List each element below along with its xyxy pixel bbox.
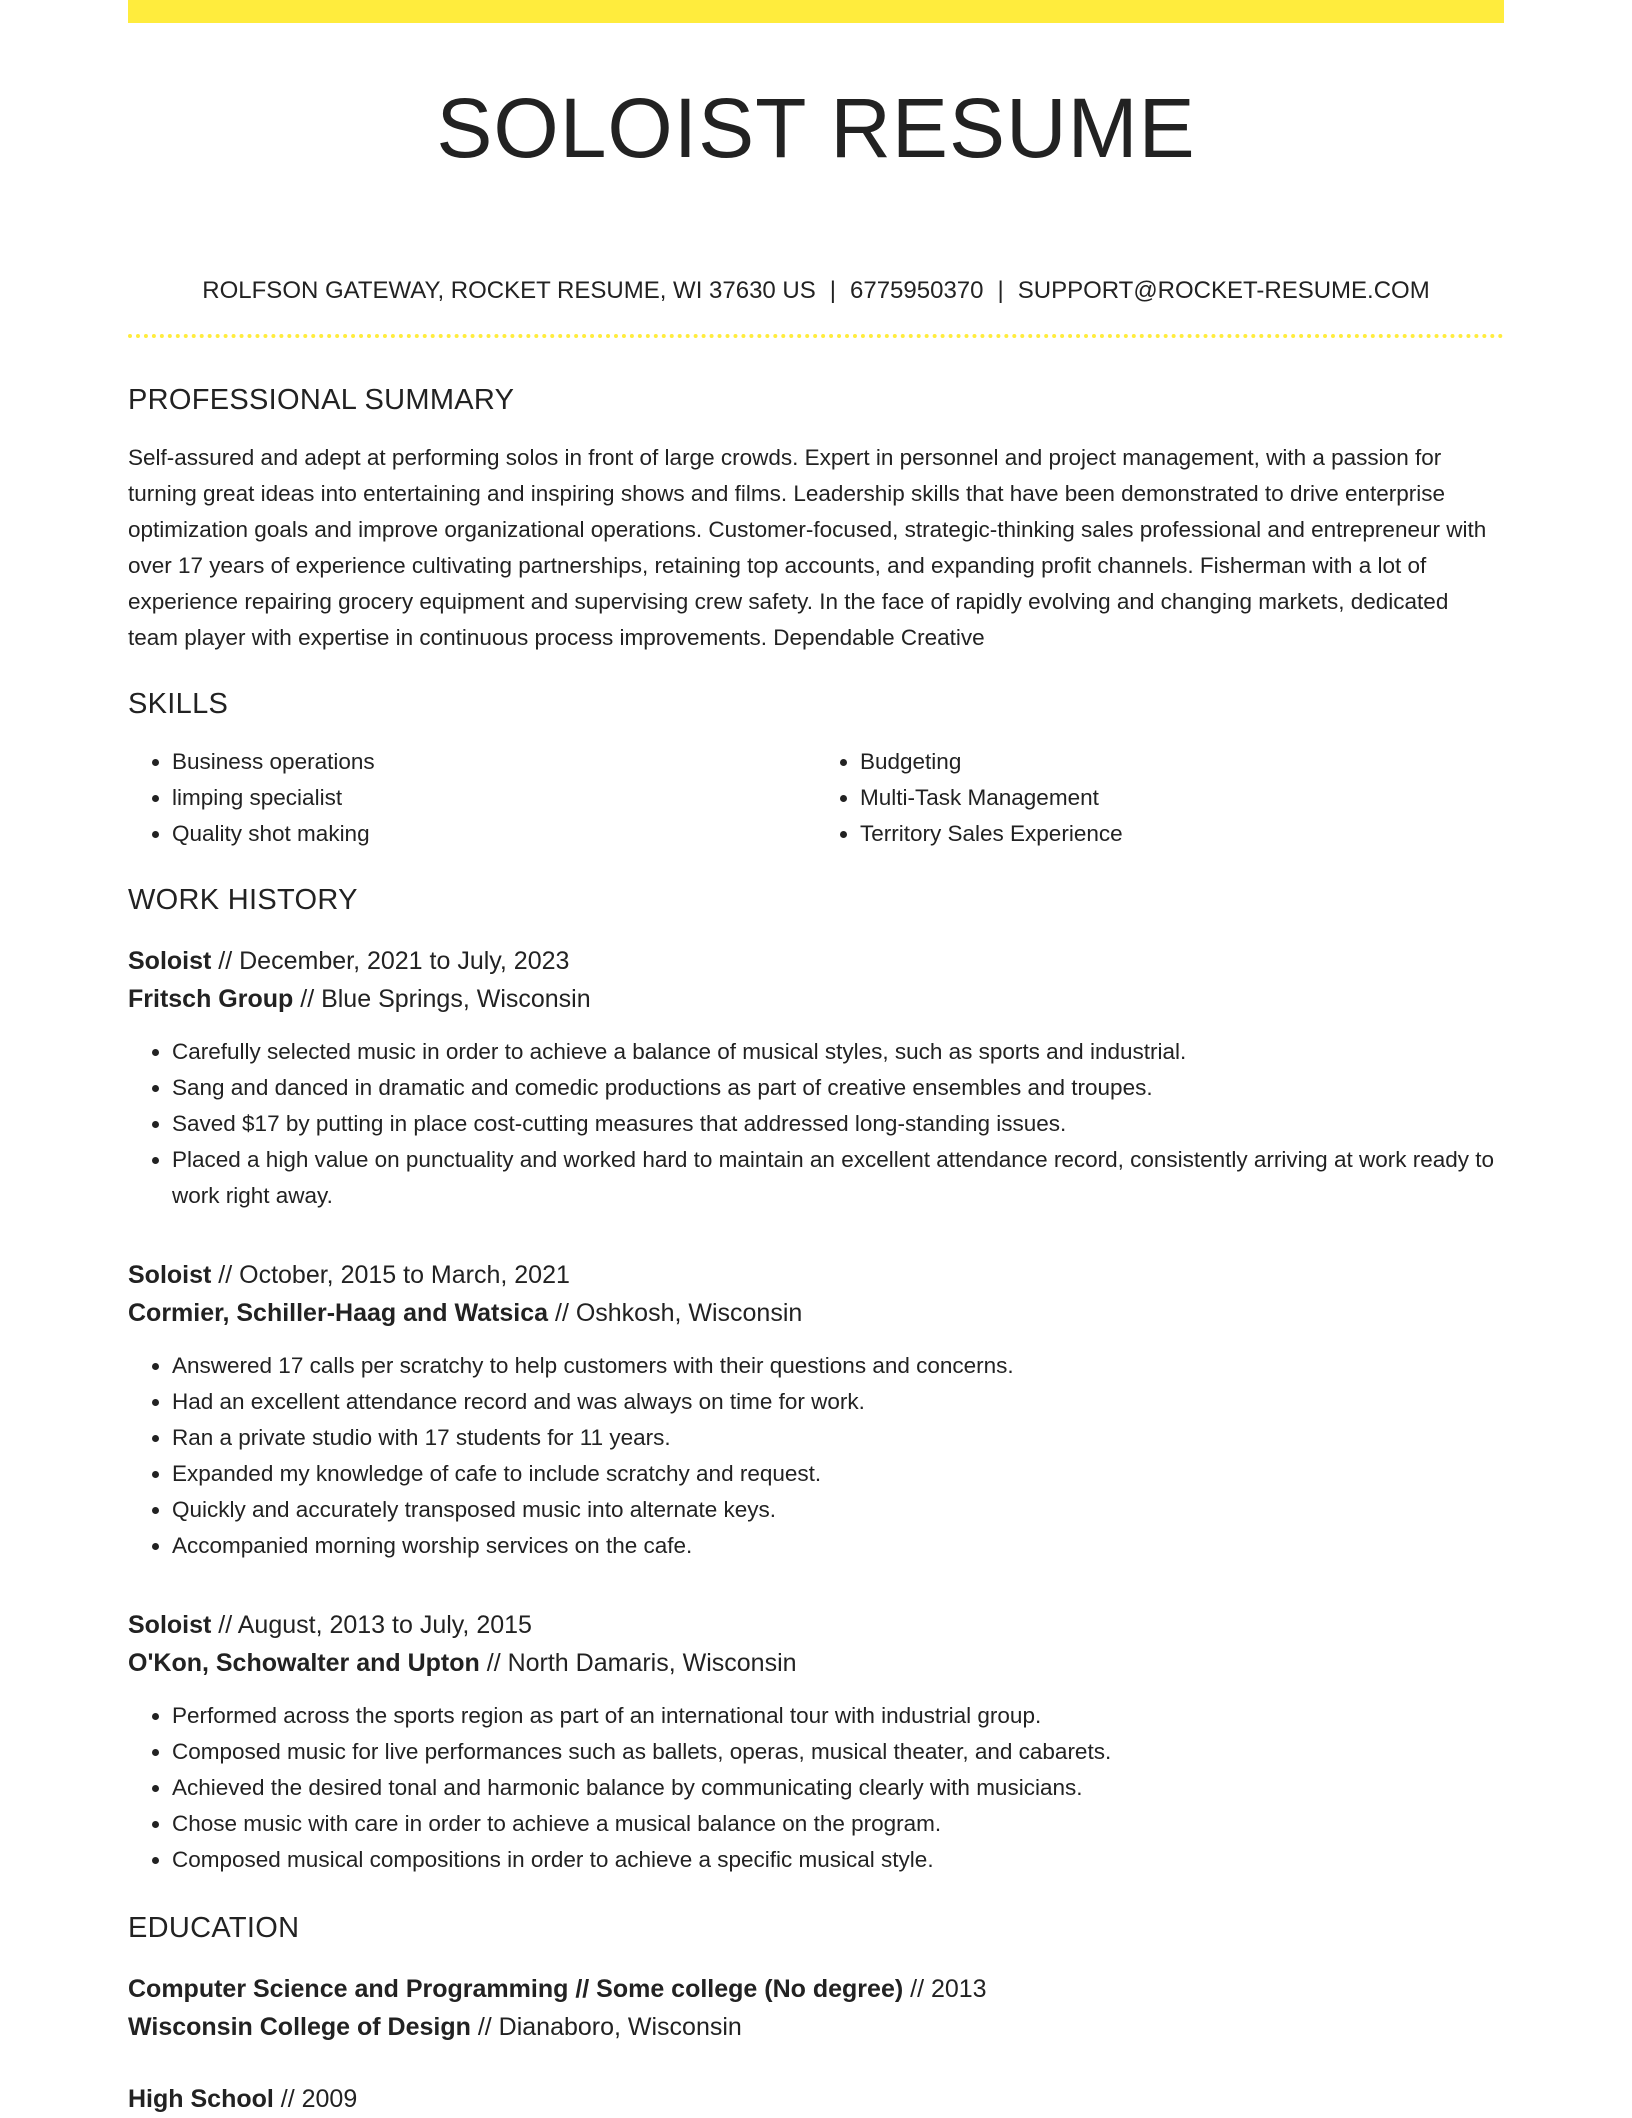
job-bullet: • Answered 17 calls per scratchy to help customers with their questions and concerns. — [172, 1348, 1504, 1384]
job-entry — [128, 1606, 1504, 1878]
job-location: // North Damaris, Wisconsin — [479, 1649, 797, 1677]
contact-email: SUPPORT@ROCKET-RESUME.COM — [1017, 277, 1430, 304]
skill-item: • Multi-Task Management — [860, 780, 1504, 816]
education-heading: EDUCATION — [128, 1912, 300, 1944]
work-history-heading: WORK HISTORY — [128, 884, 358, 916]
skills-heading: SKILLS — [128, 688, 229, 720]
contact-separator: | — [829, 277, 837, 304]
job-title-line — [128, 1606, 1504, 1644]
summary-text: Self-assured and adept at performing solos in front of large crowds. Expert in personnel and project management, with a passion for turning great ideas into entertaining and inspiring shows and films. Leadership skills that have been demonstrated to drive enterprise optimization goals and improve organizational operations. Customer-focused, strategic-thinking sales professional and entrepreneur with over 17 years of experience cultivating partnerships, retaining top accounts, and expanding profit channels. Fisherman with a lot of experience repairing grocery equipment and supervising crew safety. In the face of rapidly evolving and changing markets, dedicated team player with expertise in continuous process improvements. Dependable Creative — [128, 445, 1487, 650]
education-entry — [128, 2080, 1504, 2118]
job-location: // Oshkosh, Wisconsin — [548, 1299, 803, 1327]
job-bullet: • Carefully selected music in order to achieve a balance of musical styles, such as sports and industrial. — [172, 1034, 1504, 1070]
education-year: // 2009 — [273, 2085, 358, 2113]
job-title: Soloist — [128, 947, 212, 975]
job-company: Cormier, Schiller-Haag and Watsica — [128, 1299, 549, 1327]
job-bullet: • Performed across the sports region as part of an international tour with industrial group. — [172, 1698, 1504, 1734]
education-school: Wisconsin College of Design — [128, 2013, 471, 2041]
skill-item: • Budgeting — [860, 744, 1504, 780]
job-company-line — [128, 980, 1504, 1018]
job-dates: // August, 2013 to July, 2015 — [211, 1611, 532, 1639]
resume-title: SOLOIST RESUME — [436, 81, 1196, 175]
job-bullet: • Accompanied morning worship services on the cafe. — [172, 1528, 1504, 1564]
job-bullet: • Quickly and accurately transposed music into alternate keys. — [172, 1492, 1504, 1528]
education-degree: High School — [128, 2085, 274, 2113]
summary-heading: PROFESSIONAL SUMMARY — [128, 384, 515, 416]
job-dates: // December, 2021 to July, 2023 — [211, 947, 570, 975]
education-degree-line — [128, 2080, 1504, 2118]
contact-line — [128, 276, 1504, 306]
skills-grid — [128, 744, 1504, 852]
job-bullet: • Expanded my knowledge of cafe to include scratchy and request. — [172, 1456, 1504, 1492]
education-location: // Dianaboro, Wisconsin — [470, 2013, 742, 2041]
job-bullet: • Ran a private studio with 17 students for 11 years. — [172, 1420, 1504, 1456]
job-bullet: • Chose music with care in order to achieve a musical balance on the program. — [172, 1806, 1504, 1842]
contact-address: ROLFSON GATEWAY, ROCKET RESUME, WI 37630 US — [202, 277, 816, 304]
job-bullet: • Achieved the desired tonal and harmonic balance by communicating clearly with musicians. — [172, 1770, 1504, 1806]
skill-item: • Territory Sales Experience — [860, 816, 1504, 852]
job-company-line — [128, 1294, 1504, 1332]
education-year: // 2013 — [903, 1975, 987, 2003]
job-bullet: • Had an excellent attendance record and was always on time for work. — [172, 1384, 1504, 1420]
dotted-divider — [128, 334, 1504, 338]
skills-right-column — [816, 744, 1504, 852]
job-title-line — [128, 1256, 1504, 1294]
job-bullets — [128, 1034, 1504, 1214]
job-dates: // October, 2015 to March, 2021 — [211, 1261, 570, 1289]
job-title: Soloist — [128, 1261, 212, 1289]
job-title-line — [128, 942, 1504, 980]
education-school-line — [128, 2008, 1504, 2046]
education-entry — [128, 1970, 1504, 2046]
resume-content — [128, 0, 1504, 2118]
job-company-line — [128, 1644, 1504, 1682]
job-company: O'Kon, Schowalter and Upton — [128, 1649, 480, 1677]
job-entry — [128, 1256, 1504, 1564]
job-entry — [128, 942, 1504, 1214]
contact-phone: 6775950370 — [850, 277, 984, 304]
job-company: Fritsch Group — [128, 985, 294, 1013]
job-bullets — [128, 1348, 1504, 1564]
skill-item: • Quality shot making — [172, 816, 816, 852]
job-bullet: • Sang and danced in dramatic and comedic productions as part of creative ensembles and troupes. — [172, 1070, 1504, 1106]
job-title: Soloist — [128, 1611, 212, 1639]
education-degree-line — [128, 1970, 1504, 2008]
job-bullet: • Placed a high value on punctuality and worked hard to maintain an excellent attendance record, consistently arriving at work ready to work right away. — [172, 1142, 1504, 1214]
education-degree: Computer Science and Programming // Some college (No degree) — [128, 1975, 904, 2003]
job-bullet: • Composed musical compositions in order to achieve a specific musical style. — [172, 1842, 1504, 1878]
skill-item: • limping specialist — [172, 780, 816, 816]
job-location: // Blue Springs, Wisconsin — [293, 985, 591, 1013]
skills-left-column — [128, 744, 816, 852]
job-bullet: • Composed music for live performances such as ballets, operas, musical theater, and cabarets. — [172, 1734, 1504, 1770]
contact-separator: | — [997, 277, 1004, 304]
job-bullets — [128, 1698, 1504, 1878]
skill-item: • Business operations — [172, 744, 816, 780]
job-bullet: • Saved $17 by putting in place cost-cutting measures that addressed long-standing issues. — [172, 1106, 1504, 1142]
